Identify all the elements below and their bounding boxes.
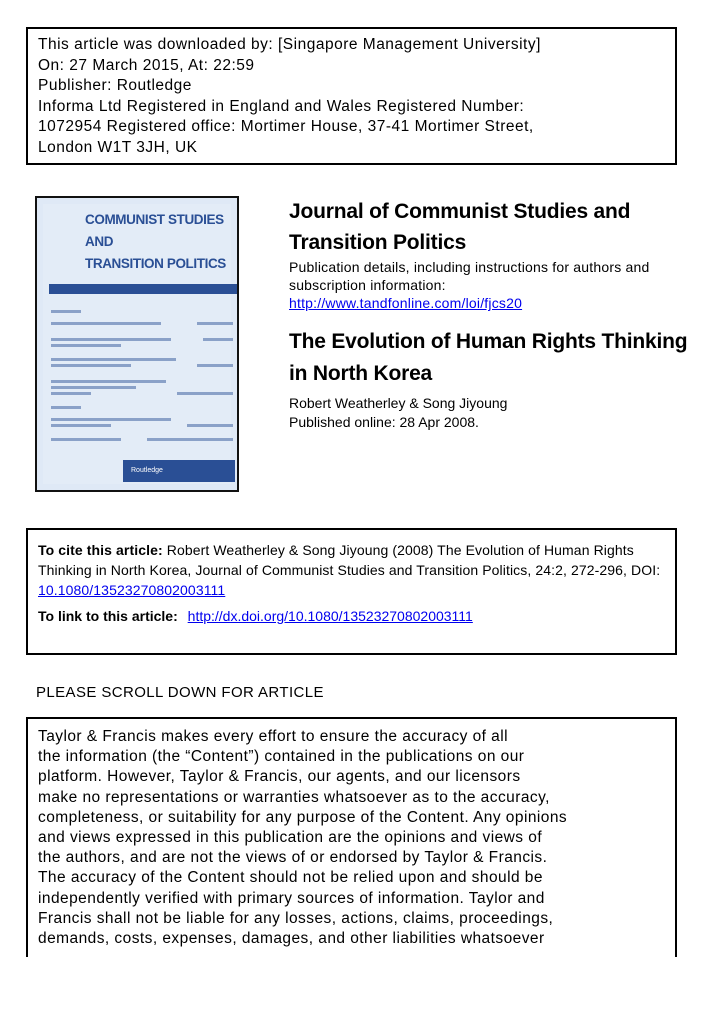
disclaimer-line: the information (the “Content”) contained in the publications on our xyxy=(38,748,525,766)
download-notice-line: On: 27 March 2015, At: 22:59 xyxy=(38,56,255,74)
disclaimer-line: make no representations or warranties whatsoever as to the accuracy, xyxy=(38,788,550,806)
citation-box xyxy=(26,528,677,655)
journal-url-link[interactable]: http://www.tandfonline.com/loi/fjcs20 xyxy=(289,295,523,311)
journal-cover-image xyxy=(35,196,239,492)
download-notice-line: This article was downloaded by: [Singapore Management University] xyxy=(38,36,541,53)
cover-title-line: AND xyxy=(85,234,114,249)
download-notice-line: Informa Ltd Registered in England and Wales Registered Number: xyxy=(38,97,525,115)
link-label: To link to this article: xyxy=(38,608,178,624)
cover-toc-line xyxy=(51,344,121,347)
cover-toc-line xyxy=(187,424,233,427)
cover-toc-line xyxy=(51,338,171,341)
cover-toc-line xyxy=(197,322,233,325)
cover-toc-line xyxy=(51,310,81,313)
cite-label: To cite this article: xyxy=(38,542,163,558)
cover-toc-line xyxy=(51,418,171,421)
cover-title-line: COMMUNIST STUDIES xyxy=(85,212,224,227)
disclaimer-line: the authors, and are not the views of or endorsed by Taylor & Francis. xyxy=(38,849,548,867)
cover-issue-band xyxy=(49,284,239,294)
cover-toc-line xyxy=(51,358,176,361)
cover-toc-line xyxy=(51,380,166,383)
disclaimer-line: and views expressed in this publication are the opinions and views of xyxy=(38,829,543,847)
cover-toc-line xyxy=(197,364,233,367)
cover-publisher-logo: Routledge xyxy=(123,460,235,482)
download-notice-line: London W1T 3JH, UK xyxy=(38,138,198,156)
disclaimer-line: independently verified with primary sources of information. Taylor and xyxy=(38,889,545,907)
download-notice-box xyxy=(26,27,677,165)
disclaimer-line: Taylor & Francis makes every effort to ensure the accuracy of all xyxy=(38,728,509,745)
cover-toc-line xyxy=(147,438,233,441)
journal-title: Journal of Communist Studies and Transition Politics xyxy=(289,200,631,254)
journal-info xyxy=(289,196,689,432)
cover-toc-line xyxy=(51,392,91,395)
published-date: Published online: 28 Apr 2008. xyxy=(289,414,479,430)
disclaimer-line: completeness, or suitability for any purpose of the Content. Any opinions xyxy=(38,808,568,826)
cover-toc-line xyxy=(51,386,136,389)
cover-toc-line xyxy=(51,438,121,441)
scroll-down-note: PLEASE SCROLL DOWN FOR ARTICLE xyxy=(36,684,324,701)
cover-toc-line xyxy=(203,338,233,341)
article-authors: Robert Weatherley & Song Jiyoung xyxy=(289,395,508,411)
publication-details: Publication details, including instructions for authors and subscription information: xyxy=(289,259,650,293)
cover-toc-line xyxy=(177,392,233,395)
article-title: The Evolution of Human Rights Thinking in North Korea xyxy=(289,330,688,385)
disclaimer-line: demands, costs, expenses, damages, and other liabilities whatsoever xyxy=(38,930,545,948)
disclaimer-line: Francis shall not be liable for any losses, actions, claims, proceedings, xyxy=(38,909,554,927)
cover-toc-line xyxy=(51,406,81,409)
disclaimer-line: platform. However, Taylor & Francis, our agents, and our licensors xyxy=(38,768,521,786)
cover-title-line: TRANSITION POLITICS xyxy=(85,256,226,271)
download-notice-line: Publisher: Routledge xyxy=(38,77,192,94)
link-line xyxy=(38,606,665,626)
article-doi-url-link[interactable]: http://dx.doi.org/10.1080/13523270802003111 xyxy=(187,608,473,624)
cover-toc-line xyxy=(51,322,161,325)
disclaimer-box xyxy=(26,717,677,957)
cover-toc-line xyxy=(51,364,131,367)
citation-text: Robert Weatherley & Song Jiyoung (2008) The Evolution of Human Rights Thinking in North Korea, Journal of Communist Studies and Transition Politics, 24:2, 272-296, DOI: xyxy=(38,542,661,578)
doi-link[interactable]: 10.1080/13523270802003111 xyxy=(38,582,226,598)
download-notice-line: 1072954 Registered office: Mortimer House, 37-41 Mortimer Street, xyxy=(38,118,534,135)
citation-text-block xyxy=(38,540,665,600)
disclaimer-line: The accuracy of the Content should not be relied upon and should be xyxy=(38,869,543,887)
cover-toc-line xyxy=(51,424,111,427)
